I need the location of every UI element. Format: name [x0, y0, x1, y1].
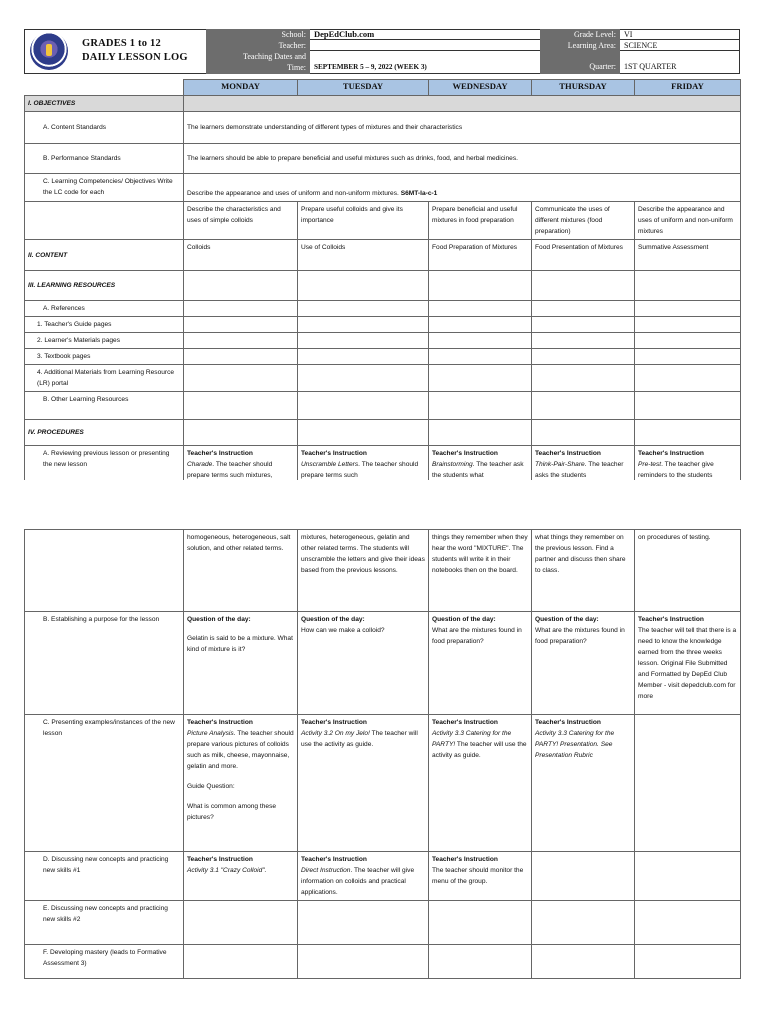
teacher-instruction-heading: Teacher's Instruction: [535, 450, 601, 457]
dates-label-line-2: Time:: [287, 63, 306, 72]
objective-wednesday: Prepare beneficial and useful mixtures in food preparation: [429, 202, 532, 240]
discussing-1-thursday: [532, 852, 635, 901]
activity-name: Activity 3.3 Catering for the PARTY!: [432, 730, 512, 748]
daily-objectives-label-cell: [25, 202, 184, 240]
dates-label-line-1: Teaching Dates and: [243, 52, 306, 61]
activity-text: The teacher will use the activity as guide.: [301, 730, 418, 748]
purpose-monday: [184, 612, 298, 715]
title-line-2: DAILY LESSON LOG: [82, 52, 188, 63]
other-resources-label: B. Other Learning Resources: [25, 392, 184, 420]
guide-question-text: What is common among these pictures?: [187, 803, 277, 821]
teacher-instruction-heading: Teacher's Instruction: [187, 450, 253, 457]
learners-materials-label: 2. Learner's Materials pages: [25, 333, 184, 349]
performance-standards-text: The learners should be able to prepare beneficial and useful mixtures such as drinks, food, and herbal medicines.: [184, 144, 741, 174]
performance-standards-label: B. Performance Standards: [25, 144, 184, 174]
presenting-monday: [184, 715, 298, 852]
activity-text: The teacher will use the activity as guide.: [432, 741, 527, 759]
presenting-tuesday: [298, 715, 429, 852]
discussing-skills-2-label: E. Discussing new concepts and practicing new skills #2: [25, 901, 184, 945]
reviewing-wednesday-continued: things they remember when they hear the word "MIXTURE". The students will write it in their notebooks then on the board.: [429, 530, 532, 612]
presenting-wednesday: [429, 715, 532, 852]
question-text: What are the mixtures found in food preparation?: [535, 627, 625, 645]
section-learning-resources: III. LEARNING RESOURCES: [25, 271, 184, 301]
method-text: . The teacher give reminders to the students: [638, 461, 714, 479]
instruction-text: [432, 728, 528, 761]
teacher-instruction-heading: Teacher's Instruction: [301, 856, 367, 863]
title-line-1: GRADES 1 to 12: [82, 38, 161, 49]
purpose-tuesday: [298, 612, 429, 715]
question-of-the-day-heading: Question of the day:: [301, 616, 365, 623]
method-name: Brainstorming: [432, 461, 473, 468]
competencies-description: Describe the appearance and uses of uniform and non-uniform mixtures.: [187, 190, 399, 197]
teacher-instruction-heading: Teacher's Instruction: [432, 856, 498, 863]
content-thursday: Food Presentation of Mixtures: [532, 240, 635, 271]
objective-tuesday: Prepare useful colloids and give its importance: [298, 202, 429, 240]
instruction-text: The teacher will tell that there is a need to know the knowledge earned from the three weeks lesson. Original File Submitted and Formatted by DepEd Club Member - visit depedclub.com for more: [638, 627, 737, 700]
area-value: SCIENCE: [620, 40, 740, 51]
day-header-wednesday: WEDNESDAY: [429, 80, 532, 96]
page-1: [0, 0, 768, 480]
objective-friday: Describe the appearance and uses of uniform and non-uniform mixtures: [635, 202, 741, 240]
method-text: . The teacher ask the students what: [432, 461, 524, 479]
day-header-monday: MONDAY: [184, 80, 298, 96]
teacher-instruction-heading: Teacher's Instruction: [638, 450, 704, 457]
day-header-friday: FRIDAY: [635, 80, 741, 96]
day-header-tuesday: TUESDAY: [298, 80, 429, 96]
school-label: School:: [206, 29, 310, 40]
method-name: Charade: [187, 461, 213, 468]
content-tuesday: Use of Colloids: [298, 240, 429, 271]
purpose-friday: [635, 612, 741, 715]
question-of-the-day-heading: Question of the day:: [187, 616, 251, 623]
method-text: . The teacher should prepare terms such mixtures,: [187, 461, 273, 479]
question-of-the-day-heading: Question of the day:: [432, 616, 496, 623]
method-name: Unscramble Letters: [301, 461, 359, 468]
content-wednesday: Food Preparation of Mixtures: [429, 240, 532, 271]
reviewing-thursday-continued: what things they remember on the previous lesson. Find a partner and discuss then share to class.: [532, 530, 635, 612]
instruction-text: [301, 728, 425, 750]
content-monday: Colloids: [184, 240, 298, 271]
purpose-wednesday: [429, 612, 532, 715]
method-text: . The teacher asks the students: [535, 461, 624, 479]
guide-question-label: Guide Question:: [187, 783, 235, 790]
method-name: Pre-test: [638, 461, 662, 468]
developing-mastery-label: F. Developing mastery (leads to Formative Assessment 3): [25, 945, 184, 979]
reviewing-friday-continued: on procedures of testing.: [635, 530, 741, 612]
teacher-instruction-heading: Teacher's Instruction: [301, 719, 367, 726]
corner-cell: [25, 80, 184, 96]
content-standards-label: A. Content Standards: [25, 112, 184, 144]
question-text: How can we make a colloid?: [301, 627, 385, 634]
school-value: DepEdClub.com: [310, 29, 540, 40]
objective-monday: Describe the characteristics and uses of simple colloids: [184, 202, 298, 240]
method-name: Direct Instruction: [301, 867, 351, 874]
teacher-label: Teacher:: [206, 40, 310, 51]
grade-label: Grade Level:: [540, 29, 620, 40]
method-text: . The teacher will give information on colloids and practical applications.: [301, 867, 415, 896]
reviewing-lesson-label: A. Reviewing previous lesson or presenting the new lesson: [25, 446, 184, 486]
page-2: [0, 505, 768, 1024]
header: [24, 29, 740, 74]
presenting-friday: [635, 715, 741, 852]
purpose-label: B. Establishing a purpose for the lesson: [25, 612, 184, 715]
lesson-log-table-page-1: [24, 79, 741, 486]
lesson-log-table-page-2: [24, 529, 741, 979]
section-procedures: IV. PROCEDURES: [25, 420, 184, 446]
instruction-text: The teacher should monitor the menu of the group.: [432, 867, 524, 885]
textbook-label: 3. Textbook pages: [25, 349, 184, 365]
discussing-1-monday: [184, 852, 298, 901]
lr-portal-label: 4. Additional Materials from Learning Resource (LR) portal: [25, 365, 184, 392]
content-standards-text: The learners demonstrate understanding of different types of mixtures and their characteristics: [184, 112, 741, 144]
objective-thursday: Communicate the uses of different mixtures (food preparation): [532, 202, 635, 240]
teacher-instruction-heading: Teacher's Instruction: [301, 450, 367, 457]
teachers-guide-label: 1. Teacher's Guide pages: [25, 317, 184, 333]
activity-name: Activity 3.2 On my Jelo!: [301, 730, 370, 737]
method-text: . The teacher should prepare terms such: [301, 461, 419, 479]
instruction-text: [301, 865, 425, 898]
teacher-instruction-heading: Teacher's Instruction: [187, 856, 253, 863]
day-header-thursday: THURSDAY: [532, 80, 635, 96]
question-of-the-day-heading: Question of the day:: [535, 616, 599, 623]
references-label: A. References: [25, 301, 184, 317]
teacher-instruction-heading: Teacher's Instruction: [638, 616, 704, 623]
discussing-1-friday: [635, 852, 741, 901]
content-friday: Summative Assessment: [635, 240, 741, 271]
purpose-thursday: [532, 612, 635, 715]
competencies-text: [184, 174, 741, 202]
discussing-1-wednesday: [429, 852, 532, 901]
method-name: Picture Analysis: [187, 730, 234, 737]
method-text: . The teacher should prepare various pictures of colloids such as milk, cheese, mayonnaise, gelatin and more.: [187, 730, 294, 770]
instruction-text: [187, 728, 294, 772]
reviewing-tuesday-continued: mixtures, heterogeneous, gelatin and other related terms. The students will unscramble the letters and give their ideas based from the previous lessons.: [298, 530, 429, 612]
dates-value: SEPTEMBER 5 – 9, 2022 (WEEK 3): [314, 63, 427, 71]
quarter-label: Quarter:: [540, 51, 620, 74]
dates-label: [206, 51, 310, 74]
teacher-instruction-heading: Teacher's Instruction: [432, 450, 498, 457]
question-text: Gelatin is said to be a mixture. What kind of mixture is it?: [187, 635, 293, 653]
page-gap: [0, 480, 768, 505]
activity-name: Activity 3.1 "Crazy Colloid".: [187, 867, 267, 874]
discussing-skills-1-label: D. Discussing new concepts and practicing new skills #1: [25, 852, 184, 901]
method-name: Think-Pair-Share: [535, 461, 585, 468]
discussing-1-tuesday: [298, 852, 429, 901]
teacher-value: [310, 40, 540, 51]
competencies-label: C. Learning Competencies/ Objectives Write the LC code for each: [25, 174, 184, 202]
presenting-examples-label: C. Presenting examples/instances of the new lesson: [25, 715, 184, 852]
section-objectives: I. OBJECTIVES: [25, 96, 184, 112]
grade-value: VI: [620, 29, 740, 40]
objectives-shaded-cell: [184, 96, 741, 112]
section-content: II. CONTENT: [25, 240, 184, 271]
reviewing-monday-continued: homogeneous, heterogeneous, salt solution, and other related terms.: [184, 530, 298, 612]
competency-code: S6MT-Ia-c-1: [400, 190, 438, 197]
teacher-instruction-heading: Teacher's Instruction: [535, 719, 601, 726]
quarter-value: 1ST QUARTER: [624, 62, 677, 71]
presenting-thursday: [532, 715, 635, 852]
question-text: What are the mixtures found in food preparation?: [432, 627, 522, 645]
area-label: Learning Area:: [540, 40, 620, 51]
activity-name: Activity 3.3 Catering for the PARTY! Presentation. See Presentation Rubric: [535, 730, 615, 759]
teacher-instruction-heading: Teacher's Instruction: [187, 719, 253, 726]
reviewing-continued-label-cell: [25, 530, 184, 612]
teacher-instruction-heading: Teacher's Instruction: [432, 719, 498, 726]
